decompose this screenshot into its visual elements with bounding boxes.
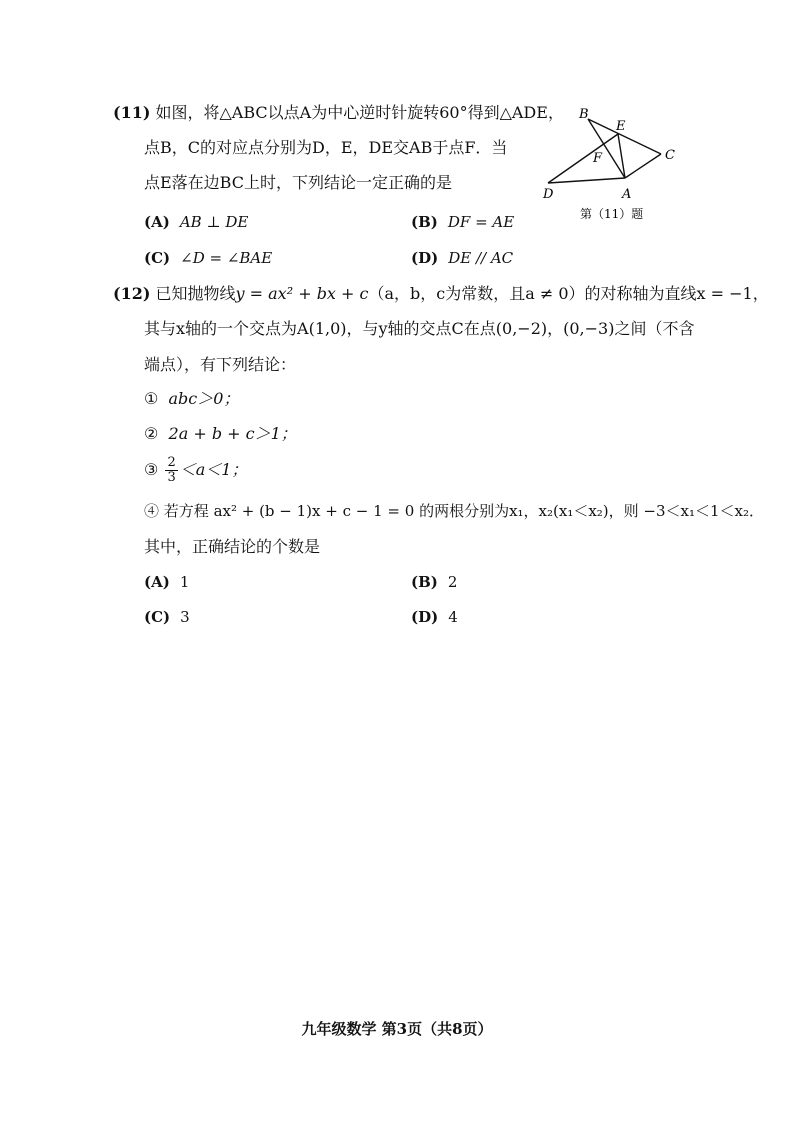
point-D-label: D xyxy=(543,187,554,202)
q11-text-line2: 点B，C的对应点分别为D，E，DE交AB于点F．当 xyxy=(144,138,508,157)
point-A-label: A xyxy=(622,187,632,202)
q11-line1 xyxy=(113,103,564,123)
q12-parabola-equation: y = ax² + bx + c xyxy=(235,284,369,303)
q12-prompt: 其中，正确结论的个数是 xyxy=(144,537,321,556)
q12-option-a: (A) 1 xyxy=(144,573,190,591)
q12-conclusion-2: ② 2a + b + c＞1； xyxy=(144,424,297,443)
q12-conclusion-1: ① abc＞0； xyxy=(144,389,240,408)
point-C-label: C xyxy=(665,148,675,163)
q11-option-b: (B) DF = AE xyxy=(411,213,515,231)
fraction-two-thirds: $\frac{2}{3}$ xyxy=(167,455,176,485)
q12-option-b: (B) 2 xyxy=(411,573,458,591)
q12-line1: (12) 已知抛物线y = ax² + bx + c（a，b，c为常数，且a ≠ 0）的对称轴为直线x = −1， xyxy=(113,284,769,303)
q12-text-line2: 其与x轴的一个交点为A(1,0)，与y轴的交点C在点(0,−2)，(0,−3)之间（不含 xyxy=(144,319,695,338)
q11-option-c: (C) ∠D = ∠BAE xyxy=(144,249,273,267)
segment-DE xyxy=(548,134,618,183)
segment-DA xyxy=(548,178,625,183)
segment-CA xyxy=(625,154,661,178)
page-footer: 九年级数学 第3页（共8页） xyxy=(301,1020,493,1038)
q12-option-c: (C) 3 xyxy=(144,608,190,626)
q11-figure xyxy=(530,100,690,230)
q11-text-line3: 点E落在边BC上时，下列结论一定正确的是 xyxy=(144,173,452,192)
q12-conclusion-4: ④ 若方程 ax² + (b − 1)x + c − 1 = 0 的两根分别为x₁，x₂(x₁＜x₂)，则 −3＜x₁＜1＜x₂． xyxy=(144,502,765,520)
q11-option-d: (D) DE // AC xyxy=(411,249,514,267)
q11-option-a: (A) AB ⊥ DE xyxy=(144,213,249,231)
q11-text-line1: 如图，将△ABC以点A为中心逆时针旋转60°得到△ADE， xyxy=(155,103,564,122)
q12-text-line3: 端点），有下列结论： xyxy=(144,355,297,374)
q11-number: (11) xyxy=(113,103,151,122)
q12-conclusion-3: ③ $\frac{2}{3}$ ＜a＜1； xyxy=(144,455,248,485)
q11-figure-caption: 第（11）题 xyxy=(580,207,644,221)
q12-option-d: (D) 4 xyxy=(411,608,458,626)
q12-number: (12) xyxy=(113,284,151,303)
point-B-label: B xyxy=(579,107,589,122)
point-E-label: E xyxy=(616,119,626,134)
point-F-label: F xyxy=(593,151,603,166)
